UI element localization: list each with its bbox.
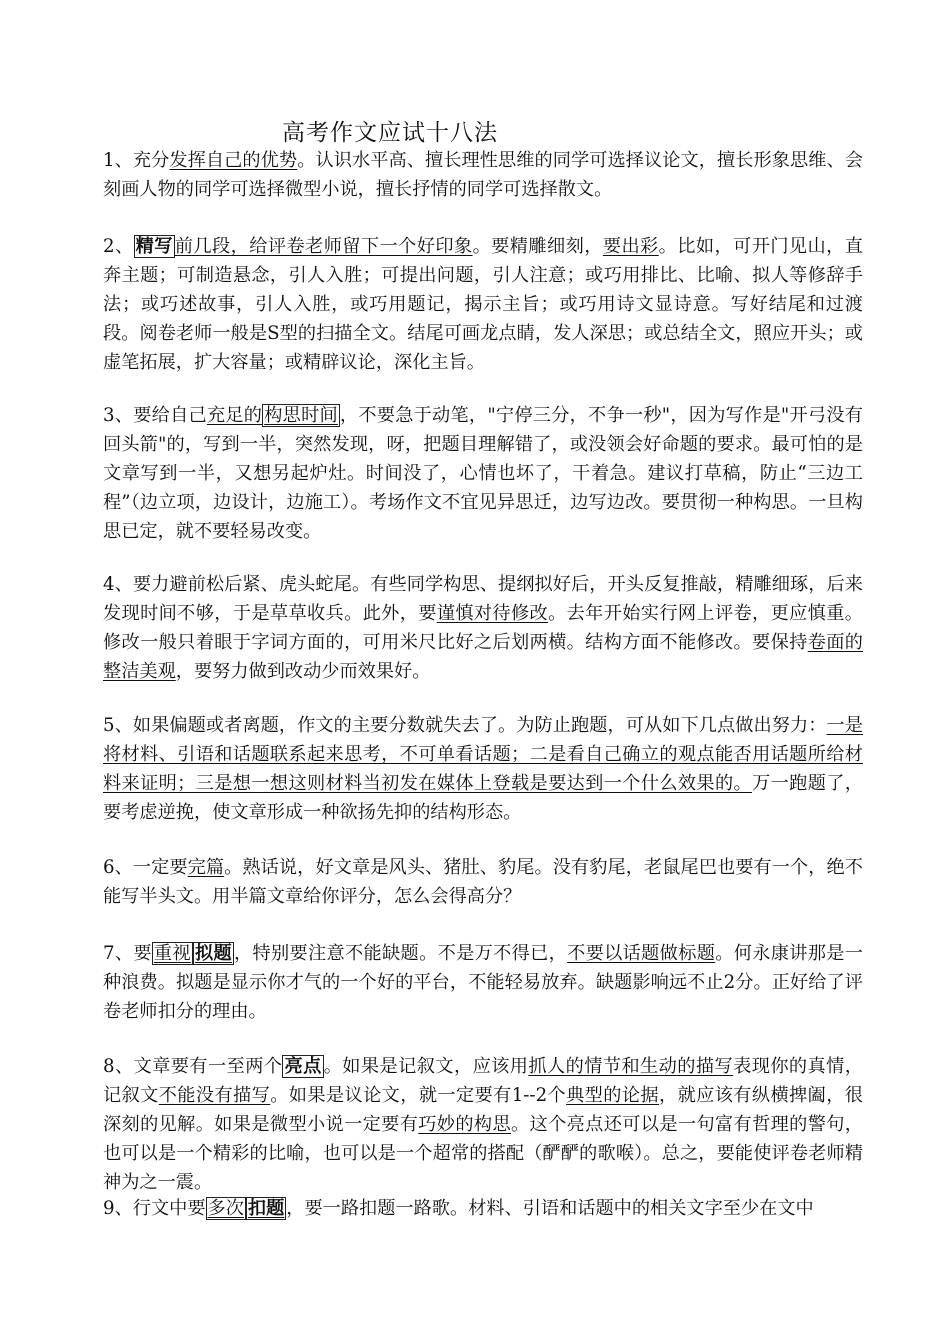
p1-underlined: 发挥自己的优势 xyxy=(169,150,298,171)
p8-underlined-2: 不能没有描写 xyxy=(158,1085,271,1106)
p5-underlined: 一是将材料、引语和话题联系起来思考，不可单看话题；二是看自己确立的观点能否用话题所给材料来证明；三是想一想这则材料当初发在媒体上登载是要达到一个什么效果的。 xyxy=(103,715,863,794)
p1-body: 。认识水平高、擅长理性思维的同学可选择议论文，擅长形象思维、会刻画人物的同学可选择微型小说，擅长抒情的同学可选择散文。 xyxy=(103,150,863,200)
paragraph-4 xyxy=(103,570,863,686)
p7-underlined: 不要以话题做标题 xyxy=(567,943,716,964)
p8-text-3: 。如果是议论文，就一定要有1--2个 xyxy=(270,1085,567,1106)
p3-lead: 3、要给自己 xyxy=(103,405,207,426)
p7-text: ，特别要注意不能缺题。不是万不得已， xyxy=(233,943,568,964)
paragraph-9 xyxy=(103,1194,863,1223)
p4-underlined-2: 卷面的整洁美观 xyxy=(103,632,863,682)
p9-boxed-1: 多次 xyxy=(207,1198,244,1219)
p5-tail: 万一跑题了，要考虑逆挽，使文章形成一种欲扬先抑的结构形态。 xyxy=(103,773,863,823)
p9-lead: 9、行文中要 xyxy=(103,1198,206,1219)
p1-lead: 1、充分 xyxy=(103,150,170,171)
p6-body: 。熟话说，好文章是风头、猪肚、豹尾。没有豹尾，老鼠尾巴也要有一个，绝不能写半头文。用半篇文章给你评分，怎么会得高分？ xyxy=(103,857,863,907)
p9-body: ，要一路扣题一路歌。材料、引语和话题中的相关文字至少在文中 xyxy=(286,1198,814,1219)
p2-underlined-2: ，给评卷老师留下一个好印象 xyxy=(230,236,473,257)
p8-boxed-bold: 亮点 xyxy=(284,1056,322,1077)
p8-underlined-3: 典型的论据 xyxy=(566,1085,659,1106)
p8-text-1: 。如果是记叙文，应该用 xyxy=(323,1056,529,1077)
p2-underlined-1: 前几段 xyxy=(174,236,231,257)
p8-underlined-4: 巧妙的构思 xyxy=(418,1114,511,1135)
p4-tail: ，要努力做到改动少而效果好。 xyxy=(175,661,431,682)
document-title: 高考作文应试十八法 xyxy=(282,120,498,146)
p8-text-2: 表现你的真情，记叙文 xyxy=(103,1056,863,1106)
p3-underlined: 充足的 xyxy=(206,405,263,426)
p8-body: 。这个亮点还可以是一句富有哲理的警句，也可以是一个精彩的比喻，也可以是一个超常的搭配（酽酽的歌喉）。总之，要能使评卷老师精神为之一震。 xyxy=(103,1114,863,1193)
paragraph-6 xyxy=(103,853,863,911)
paragraph-7 xyxy=(103,939,863,1026)
p9-boxed-2: 扣题 xyxy=(247,1198,285,1219)
p4-lead: 4、要力避前松后紧、虎头蛇尾。有些同学构思、提纲拟好后，开头反复推敲，精雕细琢，后来发现时间不够，于是草草收兵。此外，要 xyxy=(103,574,863,624)
p8-underlined-1: 抓人的情节和生动的描写 xyxy=(528,1056,734,1077)
p5-lead: 5、如果偏题或者离题，作文的主要分数就失去了。为防止跑题，可从如下几点做出努力： xyxy=(103,715,827,736)
p7-boxed-2: 拟题 xyxy=(194,943,232,964)
p2-boxed-bold: 精写 xyxy=(135,236,173,257)
paragraph-5 xyxy=(103,711,863,827)
p2-lead: 2、 xyxy=(103,236,134,257)
paragraph-2 xyxy=(103,232,863,377)
p3-boxed: 构思时间 xyxy=(264,405,338,426)
p7-boxed-1: 重视 xyxy=(153,943,191,964)
p6-lead: 6、一定要 xyxy=(103,857,188,878)
p2-underlined-3: 要出彩 xyxy=(602,236,659,257)
paragraph-8 xyxy=(103,1052,863,1197)
paragraph-3 xyxy=(103,401,863,546)
p8-text-4: ，就应该有纵横捭阖，很深刻的见解。如果是微型小说一定要有 xyxy=(103,1085,863,1135)
p8-lead: 8、文章要有一至两个 xyxy=(103,1056,283,1077)
p3-body: ，不要急于动笔，"宁停三分，不争一秒"，因为写作是"开弓没有回头箭"的，写到一半，突然发现，呀，把题目理解错了，或没领会好命题的要求。最可怕的是文章写到一半，又想另起炉灶。时间没了，心情也坏了，干着急。建议打草稿，防止“三边工程”（边立项，边设计，边施工）。考场作文不宜见异思迁，边写边改。要贯彻一种构思。一旦构思已定，就不要轻易改变。 xyxy=(103,405,863,542)
p4-text: 。去年开始实行网上评卷，更应慎重。修改一般只着眼于字词方面的，可用米尺比好之后划两横。结构方面不能修改。要保持 xyxy=(103,603,863,653)
p2-body: 。比如，可开门见山，直奔主题；可制造悬念，引人入胜；可提出问题，引人注意；或巧用排比、比喻、拟人等修辞手法；或巧述故事，引人入胜，或巧用题记，揭示主旨；或巧用诗文显诗意。写好结尾和过渡段。阅卷老师一般是S型的扫描全文。结尾可画龙点睛，发人深思；或总结全文，照应开头；或虚笔拓展，扩大容量；或精辟议论，深化主旨。 xyxy=(103,236,863,373)
p7-lead: 7、要 xyxy=(103,943,152,964)
paragraph-1 xyxy=(103,146,863,204)
p7-body: 。何永康讲那是一种浪费。拟题是显示你才气的一个好的平台，不能轻易放弃。缺题影响远不止2分。正好给了评卷老师扣分的理由。 xyxy=(103,943,863,1022)
p4-underlined-1: 谨慎对待修改 xyxy=(436,603,549,624)
p6-underlined: 完篇 xyxy=(187,857,225,878)
p2-text-1: 。要精雕细刻， xyxy=(472,236,603,257)
